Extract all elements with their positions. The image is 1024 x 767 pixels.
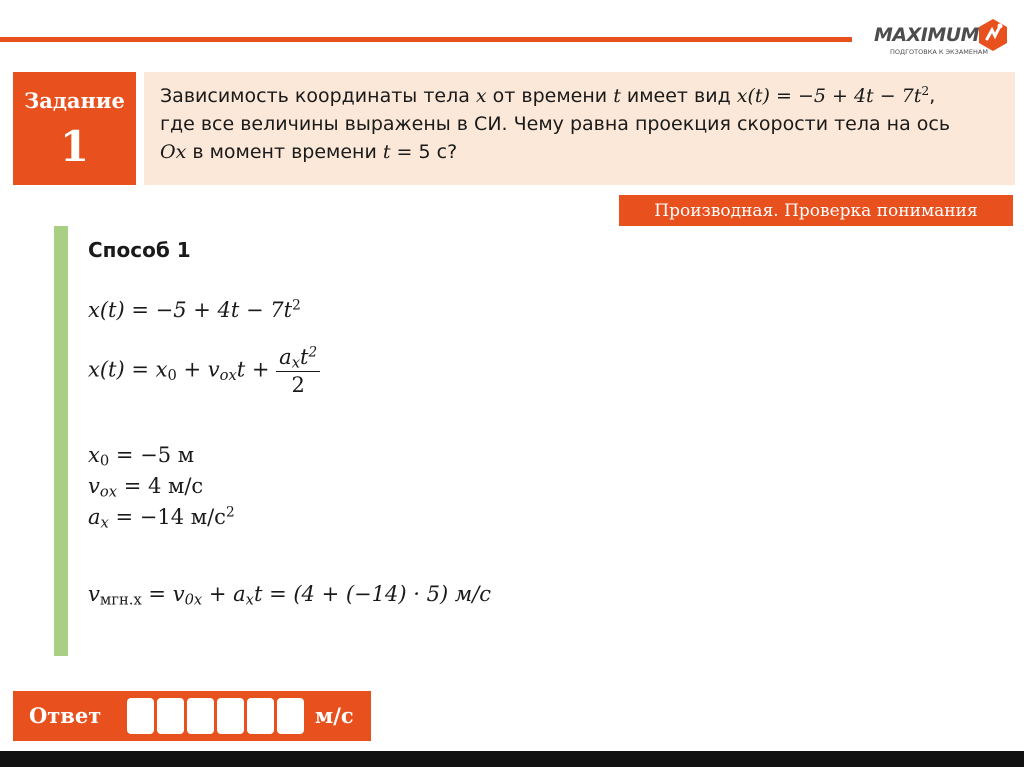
- vinst-sub: x: [245, 591, 254, 609]
- question-var-t: t: [613, 85, 621, 107]
- x0-symbol: x: [88, 443, 100, 467]
- ax-value: = −14 м/с: [108, 505, 226, 529]
- ax-sub: x: [100, 514, 109, 532]
- question-exponent: 2: [921, 84, 930, 99]
- answer-cell[interactable]: [247, 698, 274, 734]
- answer-cell[interactable]: [187, 698, 214, 734]
- fraction-denominator: 2: [291, 373, 305, 397]
- question-part: ,: [929, 85, 936, 107]
- value-x0: [88, 443, 195, 470]
- question-axis: Ox: [160, 141, 187, 163]
- instant-velocity-equation: [88, 582, 492, 609]
- topic-tag: Производная. Проверка понимания: [619, 195, 1013, 226]
- equation-general: [88, 344, 320, 398]
- vox-symbol: v: [88, 474, 100, 498]
- question-text: [160, 82, 1010, 166]
- maximum-logo: [874, 18, 1014, 62]
- eq2-sub: ox: [219, 367, 237, 385]
- ax-symbol: a: [88, 505, 101, 529]
- logo-mark-icon: [978, 18, 1008, 52]
- vinst-term: + a: [202, 582, 246, 606]
- x0-sub: 0: [99, 452, 110, 470]
- task-label: Задание: [24, 88, 125, 113]
- solution-accent-bar: [54, 226, 68, 656]
- answer-bar: [13, 691, 371, 741]
- num-sub: x: [291, 354, 300, 372]
- question-part: от времени: [486, 85, 614, 107]
- answer-cell[interactable]: [127, 698, 154, 734]
- answer-input[interactable]: [127, 698, 304, 734]
- question-var-x: x: [475, 85, 487, 107]
- fraction-numerator: [276, 344, 320, 372]
- num-a: a: [279, 345, 292, 369]
- question-panel: [144, 72, 1015, 185]
- equation-xt-exponent: 2: [292, 297, 301, 314]
- header-rule: [0, 37, 852, 42]
- equation-xt: [88, 298, 301, 322]
- vinst-sub: мгн.x: [99, 591, 142, 609]
- question-part: в момент времени: [186, 141, 383, 163]
- answer-cell[interactable]: [277, 698, 304, 734]
- answer-cell[interactable]: [157, 698, 184, 734]
- x0-value: = −5 м: [109, 443, 195, 467]
- value-vox: [88, 474, 204, 501]
- eq2-term: + v: [176, 357, 220, 382]
- value-ax: [88, 504, 235, 532]
- question-var-t: t: [382, 141, 391, 163]
- equation-xt-body: x(t) = −5 + 4t − 7t: [88, 298, 293, 322]
- vinst-rest: t = (4 + (−14) · 5) м/с: [253, 582, 492, 606]
- question-part: имеет вид: [620, 85, 737, 107]
- vinst-sub: 0x: [184, 591, 203, 609]
- vox-value: = 4 м/с: [117, 474, 204, 498]
- logo-word: MAXIMUM: [874, 24, 980, 46]
- vinst-term: = v: [141, 582, 185, 606]
- num-exp: 2: [308, 344, 318, 361]
- eq2-sub: 0: [167, 367, 177, 385]
- answer-cell[interactable]: [217, 698, 244, 734]
- vox-sub: ox: [99, 483, 118, 501]
- answer-label: Ответ: [29, 703, 102, 728]
- vinst-symbol: v: [88, 582, 100, 606]
- task-number: 1: [59, 122, 90, 171]
- answer-unit: м/с: [315, 703, 354, 728]
- task-badge: [13, 72, 136, 185]
- eq2-term: t +: [236, 357, 277, 382]
- logo-tagline: ПОДГОТОВКА К ЭКЗАМЕНАМ: [890, 48, 988, 56]
- question-part: Зависимость координаты тела: [160, 85, 476, 107]
- num-t: t: [300, 345, 309, 369]
- question-line-2: где все величины выражены в СИ. Чему равна проекция скорости тела на ось: [160, 113, 951, 135]
- question-equation: x(t) = −5 + 4t − 7t: [736, 85, 922, 107]
- question-part: = 5 с?: [390, 141, 458, 163]
- eq2-fraction: [276, 344, 320, 398]
- eq2-lhs: x(t) = x: [88, 357, 168, 382]
- footer-bar: [0, 751, 1024, 767]
- method-title: Способ 1: [88, 238, 191, 262]
- ax-exponent: 2: [225, 504, 235, 521]
